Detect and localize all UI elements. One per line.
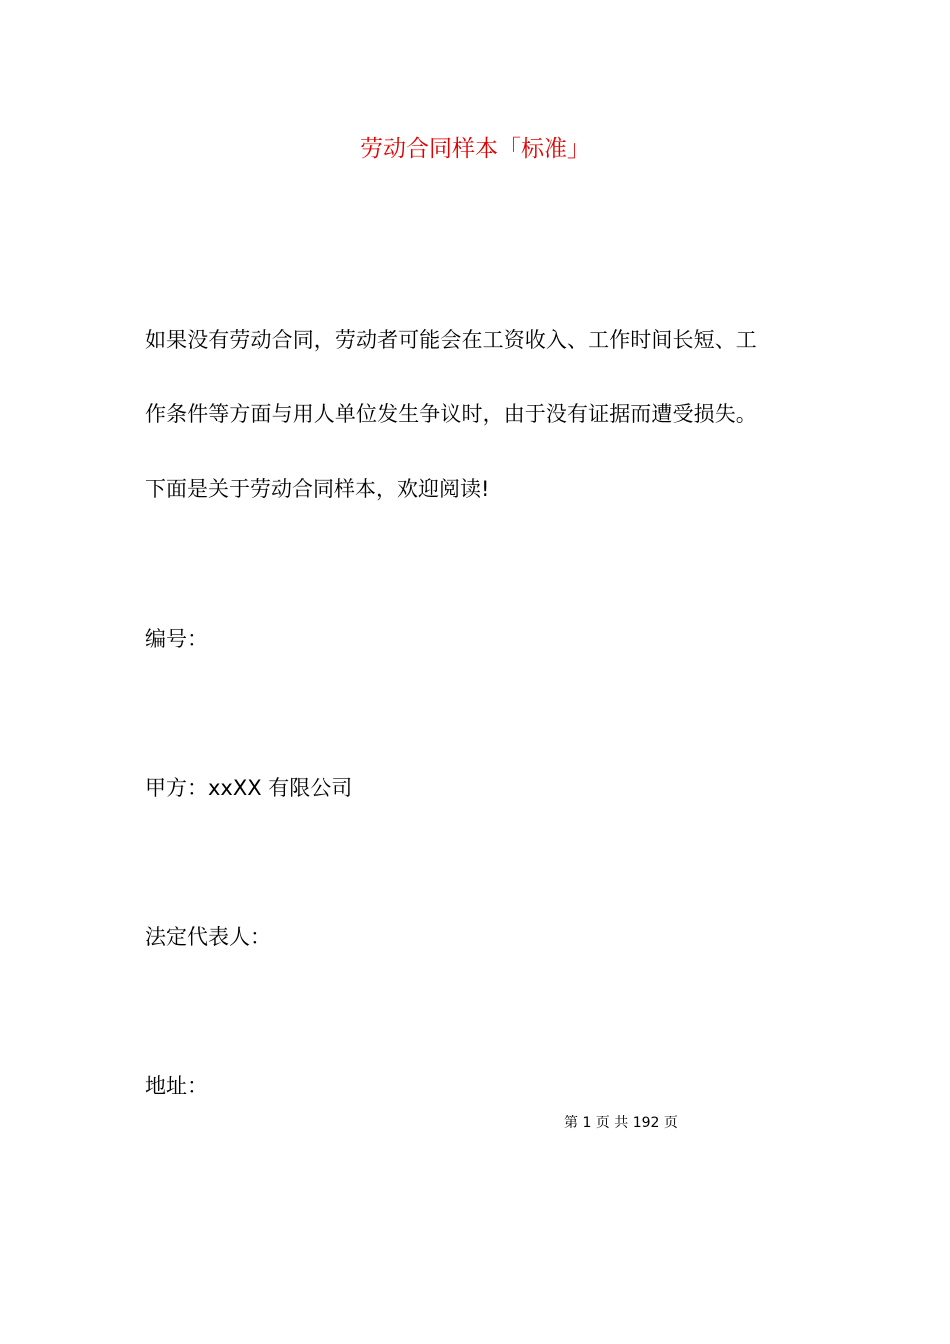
- intro-line-2: 作条件等方面与用人单位发生争议时，由于没有证据而遭受损失。: [145, 402, 757, 426]
- intro-line-3: 下面是关于劳动合同样本，欢迎阅读!: [145, 477, 490, 501]
- field-address: 地址：: [145, 1074, 208, 1098]
- document-title: 劳动合同样本「标准」: [360, 136, 590, 162]
- intro-line-1: 如果没有劳动合同，劳动者可能会在工资收入、工作时间长短、工: [145, 328, 757, 352]
- page-footer: 第 1 页 共 192 页: [564, 1115, 678, 1131]
- field-party-a: 甲方：xxXX 有限公司: [145, 776, 353, 800]
- field-legal-representative: 法定代表人：: [145, 925, 271, 949]
- field-number: 编号：: [145, 627, 208, 651]
